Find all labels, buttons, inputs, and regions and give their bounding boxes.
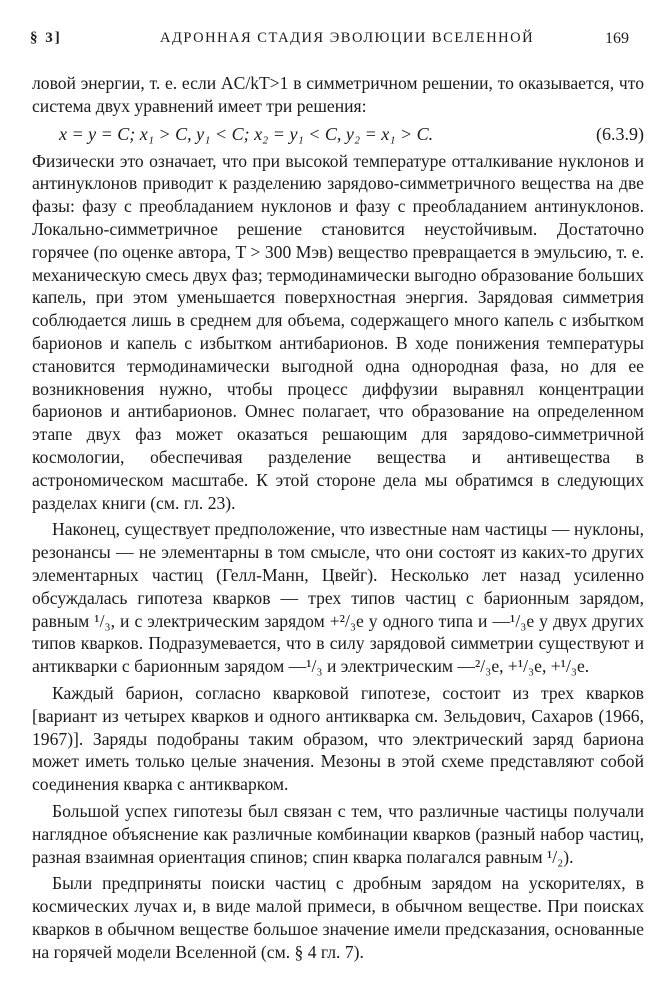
running-header — [30, 30, 629, 52]
paragraph-physics: Физически это означает, что при высокой температуре отталкивание нуклонов и антинуклонов приводит к разделению зарядово-симметричного вещества на две фазы: фазу с преобладанием нуклонов и фазу с преобладанием антинуклонов. Локально-симметричное решение становится неустойчивым. Достаточно горячее (по оценке автора, T > 300 Мэв) вещество превращается в эмульсию, т. е. механическую смесь двух фаз; термодинамически выгодно образование больших капель, при этом уменьшается поверхностная энергия. Зарядовая симметрия соблюдается лишь в среднем для объема, содержащего много капель с избытком барионов и капель с избытком антибарионов. В ходе понижения температуры становится термодинамически выгодной одна однородная фаза, но для ее возникновения нужно, чтобы процесс диффузии выравнял концентрации барионов и антибарионов. Омнес полагает, что образование на определенном этапе двух фаз может оказаться решающим для зарядово-симметричной космологии, обеспечивая разделение вещества и антивещества в астрономическом масштабе. К этой стороне дела мы обратимся в следующих разделах книги (см. гл. 23). — [32, 150, 644, 513]
paragraph-baryon-composition: Каждый барион, согласно кварковой гипотезе, состоит из трех кварков [вариант из четырех кварков и одного антикварка см. Зельдович, Сахаров (1966, 1967)]. Заряды подобраны таким образом, что электрический заряд бариона может иметь только целые значения. Мезоны в этой схеме представляют собой соединения кварка с антикварком. — [32, 682, 644, 795]
paragraph-quarks-hypothesis: Наконец, существует предположение, что известные нам частицы — нуклоны, резонансы — не элементарны в том смысле, что они состоят из каких-то других элементарных частиц (Гелл-Манн, Цвейг). Несколько лет назад усиленно обсуждалась гипотеза кварков — трех типов частиц с барионным зарядом, равным ¹/₃, и с электрическим зарядом +²/₃e у одного типа и —¹/₃e у двух других типов кварков. Подразумевается, что в силу зарядовой симметрии существуют и антикварки с барионным зарядом —¹/₃ и электрическим —²/₃e, +¹/₃e, +¹/₃e. — [32, 519, 644, 677]
paragraph-searches: Были предприняты поиски частиц с дробным зарядом на ускорителях, в космических лучах и, в виде малой примеси, в обычном веществе. При поисках кварков в обычном веществе большое значение имели предсказания, основанные на горячей модели Вселенной (см. § 4 гл. 7). — [32, 873, 644, 962]
page-number: 169 — [605, 30, 629, 47]
chapter-title: АДРОННАЯ СТАДИЯ ЭВОЛЮЦИИ ВСЕЛЕННОЙ — [160, 30, 535, 46]
page-body — [32, 72, 644, 963]
equation-6-3-9 — [32, 121, 644, 147]
equation-number: (6.3.9) — [596, 123, 644, 144]
intro-paragraph: ловой энергии, т. е. если AC/kT>1 в симметричном решении, то оказывается, что система двух уравнений имеет три решения: — [32, 73, 644, 116]
paragraph-success: Большой успех гипотезы был связан с тем, что различные частицы получали наглядное объяснение как различные комбинации кварков (разный набор частиц, разная взаимная ориентация спинов; спин кварка полагался равным ¹/₂). — [32, 800, 644, 867]
section-marker: § 3] — [30, 30, 62, 46]
equation-expression: x = y = C; x₁ > C, y₁ < C; x₂ = y₁ < C, y₂ = x₁ > C. — [59, 123, 434, 144]
